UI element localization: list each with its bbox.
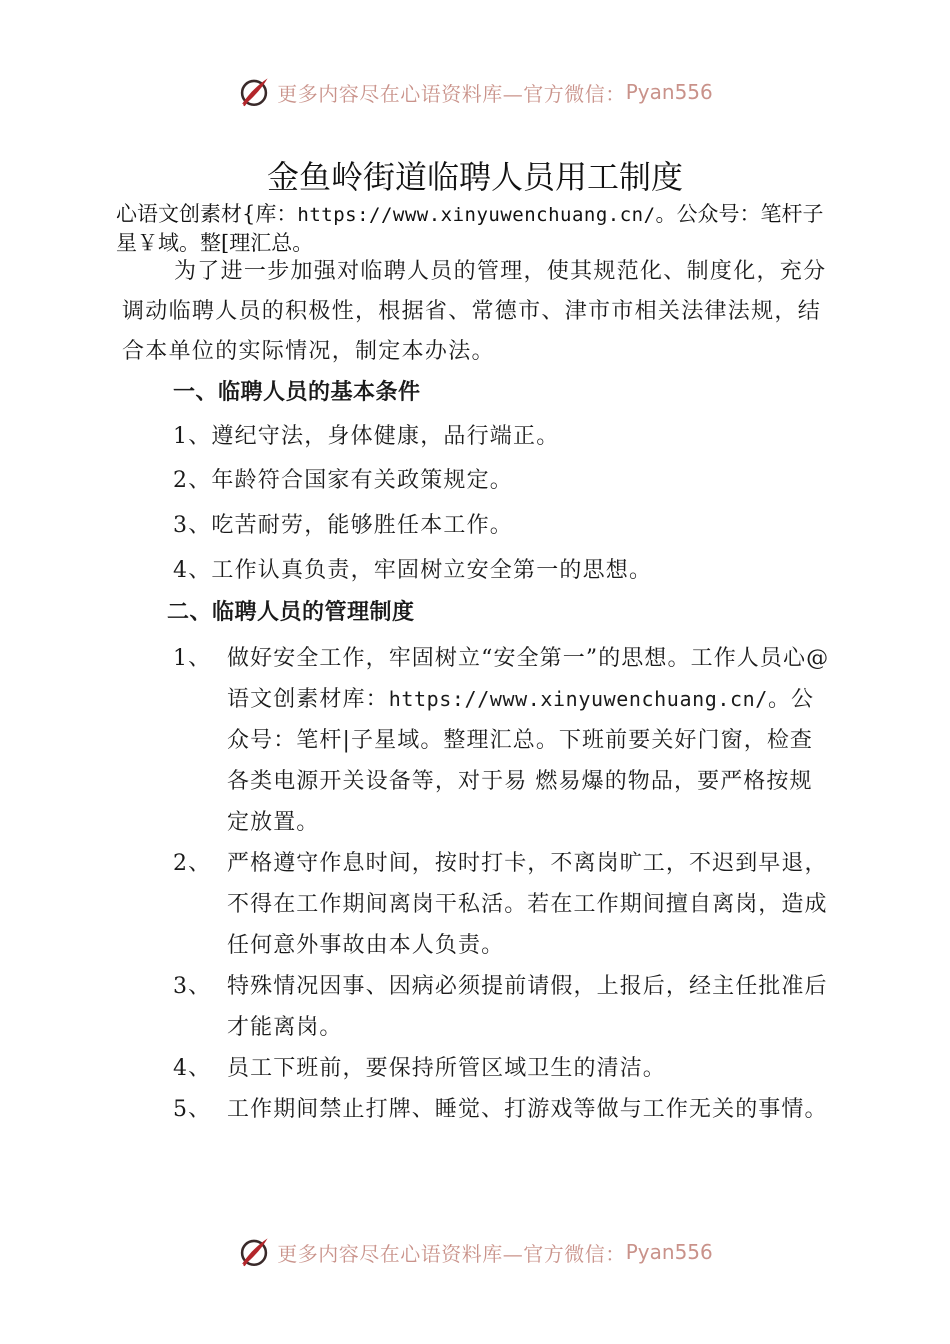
header-watermark (0, 72, 950, 112)
section2-heading: 二、临聘人员的管理制度 (167, 600, 415, 625)
list-item (173, 638, 833, 843)
item-text: 工作期间禁止打牌、睡觉、打游戏等做与工作无关的事情。 (227, 1097, 828, 1122)
source-prefix: 心语文创素材{库： (116, 202, 298, 226)
item-number: 4、 (173, 1056, 212, 1081)
source-suffix: 。公众号：笔杆子星￥域。整[理汇总。 (116, 202, 824, 255)
item-text-part: 。公众号：笔杆|子星域。整理汇总。下班前要关好门窗，检查各类电源开关设备等，对于易 燃易爆的物品，要严格按规定放置。 (227, 687, 815, 835)
watermark-wechat-id: Pyan556 (625, 80, 713, 104)
section2-list (173, 638, 833, 1130)
item-number: 5、 (173, 1097, 212, 1122)
list-item (173, 843, 833, 966)
intro-paragraph: 为了进一步加强对临聘人员的管理，使其规范化、制度化，充分调动临聘人员的积极性，根据省、常德市、津市市相关法律法规，结合本单位的实际情况，制定本办法。 (122, 259, 827, 364)
quill-pen-logo-icon (237, 1235, 271, 1269)
section1-item: 2、年龄符合国家有关政策规定。 (173, 468, 513, 493)
section1-item: 3、吃苦耐劳，能够胜任本工作。 (173, 513, 513, 538)
document-title: 金鱼岭街道临聘人员用工制度 (266, 158, 683, 196)
item-text: 员工下班前，要保持所管区域卫生的清洁。 (227, 1056, 666, 1081)
list-item (173, 1089, 833, 1130)
item-number: 2、 (173, 851, 212, 876)
item-text (209, 638, 833, 843)
item-url: https://www.xinyuwenchuang.cn/ (388, 687, 768, 711)
item-number: 3、 (173, 974, 212, 999)
item-text: 特殊情况因事、因病必须提前请假，上报后，经主任批准后才能离岗。 (227, 974, 828, 1040)
list-item (173, 966, 833, 1048)
watermark-text: 更多内容尽在心语资料库—官方微信： (277, 81, 626, 106)
footer-watermark (0, 1232, 950, 1272)
section1-item: 1、遵纪守法，身体健康，品行端正。 (173, 424, 560, 449)
section1-heading: 一、临聘人员的基本条件 (173, 380, 421, 405)
item-number: 1、 (173, 646, 212, 671)
quill-pen-logo-icon (237, 75, 271, 109)
list-item (173, 1048, 833, 1089)
watermark-text: 更多内容尽在心语资料库—官方微信： (277, 1241, 626, 1266)
watermark-wechat-id: Pyan556 (625, 1240, 713, 1264)
item-text-part: 做好安全工作，牢固树立“安全第一”的思想。工作人员心@语文创素材库： (227, 646, 830, 712)
section1-item: 4、工作认真负责，牢固树立安全第一的思想。 (173, 558, 653, 583)
item-text: 严格遵守作息时间，按时打卡，不离岗旷工，不迟到早退，不得在工作期间离岗干私活。若在工作期间擅自离岗，造成任何意外事故由本人负责。 (227, 851, 828, 958)
source-line (116, 200, 836, 257)
source-url: https://www.xinyuwenchuang.cn/ (297, 204, 656, 226)
